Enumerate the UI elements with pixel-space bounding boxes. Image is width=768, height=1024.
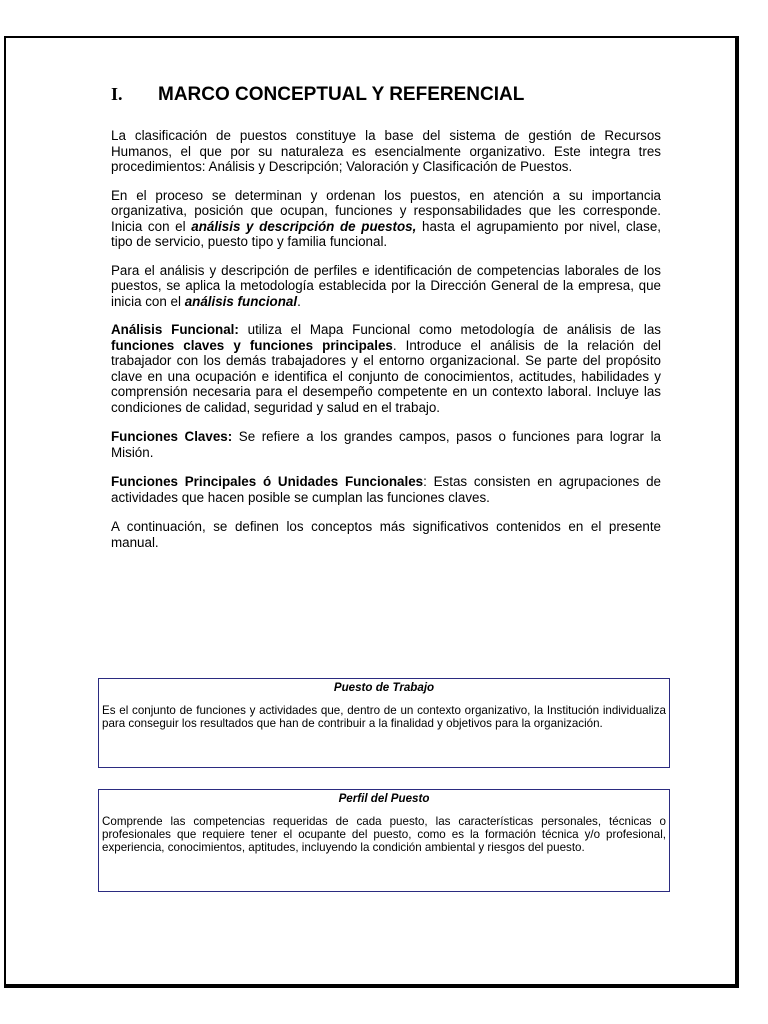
paragraph-3-emphasis: análisis funcional [184, 293, 298, 309]
paragraph-analisis-funcional [111, 322, 661, 415]
paragraph-3 [111, 263, 661, 310]
section-title: MARCO CONCEPTUAL Y REFERENCIAL [158, 84, 525, 105]
definition-title: Perfil del Puesto [338, 792, 430, 805]
paragraph-3-text-a: Para el análisis y descripción de perfiles e identificación de competencias laborales de los puestos, se aplica la metodología establecida por la Dirección General de la empresa, que inicia con el [111, 262, 661, 309]
paragraph-6-text-b: : Estas consisten en agrupaciones de actividades que hacen posible se cumplan las funciones claves. [111, 474, 662, 505]
paragraph-funciones-principales [111, 474, 661, 505]
paragraph-2-emphasis: análisis y descripción de puestos, [191, 218, 417, 234]
definition-body: Es el conjunto de funciones y actividades que, dentro de un contexto organizativo, la Institución individualiza para conseguir los resultados que han de contribuir a la finalidad y objetivos para la organización. [102, 704, 666, 731]
document-content [111, 84, 661, 563]
definition-box-perfil-del-puesto [98, 789, 670, 892]
term-funciones-claves: Funciones Claves: [111, 429, 233, 444]
paragraph-2 [111, 188, 661, 250]
paragraph-1: La clasificación de puestos constituye la base del sistema de gestión de Recursos Humanos, el que por su naturaleza es esencialmente organizativo. Este integra tres procedimientos: Análisis y Descripción; Valoración y Clasificación de Puestos. [111, 128, 661, 174]
paragraph-7: A continuación, se definen los conceptos más significativos contenidos en el presente manual. [111, 519, 661, 550]
paragraph-5-text-b: Se refiere a los grandes campos, pasos o funciones para lograr la Misión. [111, 429, 661, 460]
paragraph-4-text-d: . Introduce el análisis de la relación del trabajador con los demás trabajadores y el entorno organizacional. Se parte del propósito clave en una ocupación e identifica el conjunto de conocimientos, actitudes, habilidades y comprensión necesaria para el desempeño competente en un contexto laboral. Incluye las condiciones de calidad, seguridad y salud en el trabajo. [111, 337, 661, 415]
definition-title: Puesto de Trabajo [333, 681, 435, 694]
section-heading [111, 84, 661, 106]
paragraph-4-text-b: utiliza el Mapa Funcional como metodología de análisis de las [238, 322, 661, 337]
definition-body: Comprende las competencias requeridas de cada puesto, las características personales, técnicas o profesionales que requiere tener el ocupante del puesto, como es la formación técnica y/o profesional, experiencia, conocimientos, aptitudes, incluyendo la condición ambiental y riesgos del puesto. [102, 815, 666, 855]
term-analisis-funcional: Análisis Funcional: [111, 322, 239, 337]
term-funciones-principales: Funciones Principales ó Unidades Funcionales [111, 474, 424, 489]
term-funciones-claves-principales: funciones claves y funciones principales [111, 337, 393, 353]
definition-box-puesto-de-trabajo [98, 678, 670, 768]
paragraph-2-text-c: hasta el agrupamiento por nivel, clase, tipo de servicio, puesto tipo y familia funcional. [111, 218, 661, 249]
paragraph-2-text-a: En el proceso se determinan y ordenan los puestos, en atención a su importancia organizativa, posición que ocupan, funciones y responsabilidades que les corresponde. Inicia con el [111, 187, 661, 234]
paragraph-3-text-c: . [297, 293, 301, 309]
section-number: I. [111, 84, 123, 104]
paragraph-funciones-claves [111, 429, 661, 460]
